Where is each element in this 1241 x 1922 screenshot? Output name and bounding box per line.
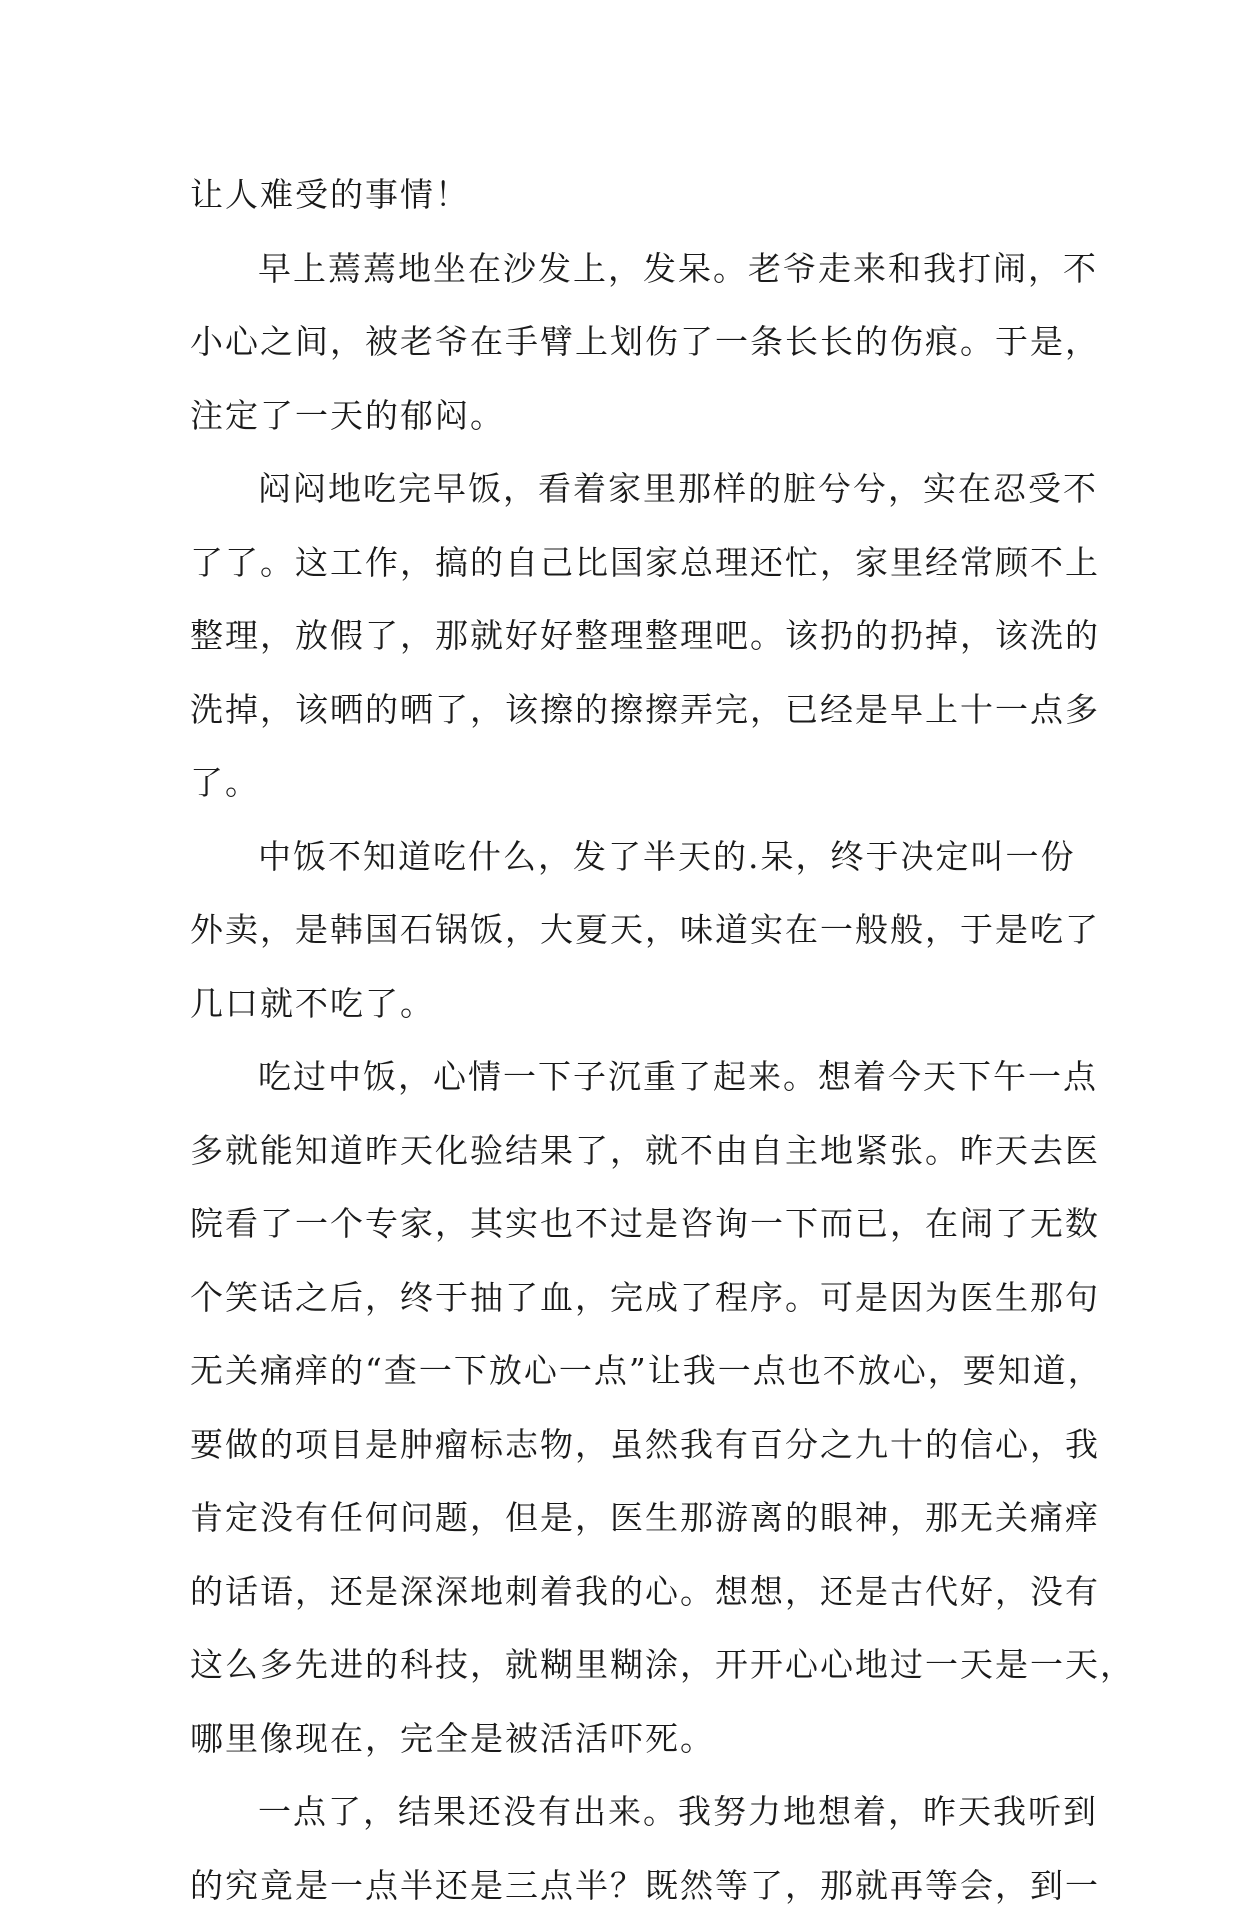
text-line: 无关痛痒的“查一下放心一点”让我一点也不放心，要知道， (190, 1334, 1070, 1408)
text-line: 早上蔫蔫地坐在沙发上，发呆。老爷走来和我打闹，不 (190, 232, 1070, 306)
text-line: 要做的项目是肿瘤标志物，虽然我有百分之九十的信心，我 (190, 1408, 1070, 1482)
text-line: 院看了一个专家，其实也不过是咨询一下而已，在闹了无数 (190, 1187, 1070, 1261)
text-line: 整理，放假了，那就好好整理整理吧。该扔的扔掉，该洗的 (190, 599, 1070, 673)
text-line: 几口就不吃了。 (190, 967, 1070, 1041)
text-line: 闷闷地吃完早饭，看着家里那样的脏兮兮，实在忍受不 (190, 452, 1070, 526)
text-line: 多就能知道昨天化验结果了，就不由自主地紧张。昨天去医 (190, 1114, 1070, 1188)
text-line: 让人难受的事情！ (190, 158, 1070, 232)
body-text (190, 158, 1070, 1922)
text-line: 了。 (190, 746, 1070, 820)
text-line: 这么多先进的科技，就糊里糊涂，开开心心地过一天是一天， (190, 1628, 1070, 1702)
text-line: 吃过中饭，心情一下子沉重了起来。想着今天下午一点 (190, 1040, 1070, 1114)
text-line: 哪里像现在，完全是被活活吓死。 (190, 1702, 1070, 1776)
text-line: 小心之间，被老爷在手臂上划伤了一条长长的伤痕。于是， (190, 305, 1070, 379)
text-line: 注定了一天的郁闷。 (190, 379, 1070, 453)
text-line: 个笑话之后，终于抽了血，完成了程序。可是因为医生那句 (190, 1261, 1070, 1335)
text-line: 一点了，结果还没有出来。我努力地想着，昨天我听到 (190, 1775, 1070, 1849)
text-line: 中饭不知道吃什么，发了半天的.呆，终于决定叫一份 (190, 820, 1070, 894)
text-line: 的话语，还是深深地刺着我的心。想想，还是古代好，没有 (190, 1555, 1070, 1629)
text-line: 外卖，是韩国石锅饭，大夏天，味道实在一般般，于是吃了 (190, 893, 1070, 967)
text-line: 了了。这工作，搞的自己比国家总理还忙，家里经常顾不上 (190, 526, 1070, 600)
text-line: 的究竟是一点半还是三点半？既然等了，那就再等会，到一 (190, 1849, 1070, 1922)
text-line: 洗掉，该晒的晒了，该擦的擦擦弄完，已经是早上十一点多 (190, 673, 1070, 747)
text-line: 肯定没有任何问题，但是，医生那游离的眼神，那无关痛痒 (190, 1481, 1070, 1555)
